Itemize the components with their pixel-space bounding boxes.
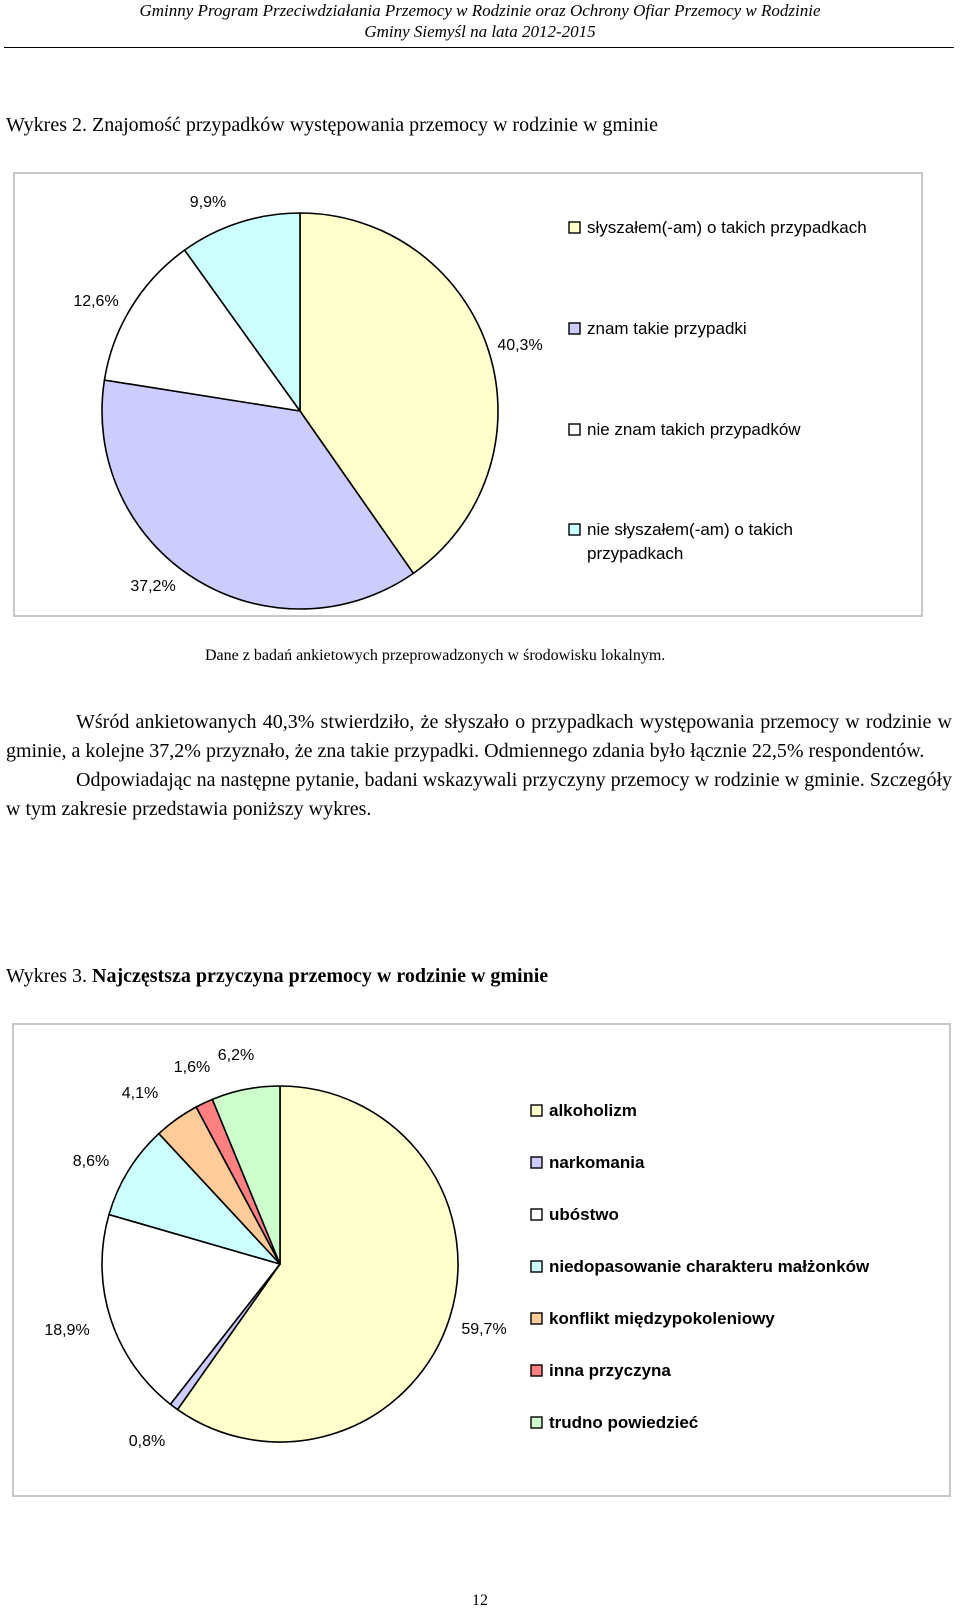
chart2-data-label-7: 6,2% xyxy=(217,1047,255,1064)
chart1-data-label-3: 12,6% xyxy=(73,293,119,310)
chart1-legend-swatch-4 xyxy=(569,524,580,535)
chart2-legend-swatch-5 xyxy=(531,1313,542,1324)
chart2-data-label-4: 8,6% xyxy=(72,1153,110,1170)
chart1-legend-swatch-2 xyxy=(569,323,580,334)
header-line-2: Gminy Siemyśl na lata 2012-2015 xyxy=(364,22,596,41)
chart1-legend-label-4: nie słyszałem(-am) o takich xyxy=(587,520,793,539)
chart2-legend-label-4: niedopasowanie charakteru małżonków xyxy=(549,1257,870,1276)
header-text xyxy=(0,0,960,42)
header-line-1: Gminny Program Przeciwdziałania Przemocy w Rodzinie oraz Ochrony Ofiar Przemocy w Rodzinie xyxy=(139,1,821,20)
chart1-data-label-1: 40,3% xyxy=(497,337,543,354)
chart1-data-label-2: 37,2% xyxy=(130,578,176,595)
chart2-legend-label-7: trudno powiedzieć xyxy=(549,1413,699,1432)
body-text xyxy=(6,708,952,824)
paragraph-2: Odpowiadając na następne pytanie, badani wskazywali przyczyny przemocy w rodzinie w gminie. Szczegóły w tym zakresie przedstawia poniższy wykres. xyxy=(6,769,952,820)
chart2-legend-label-6: inna przyczyna xyxy=(549,1361,671,1380)
chart1-legend-swatch-1 xyxy=(569,222,580,233)
chart2-legend-swatch-2 xyxy=(531,1157,542,1168)
chart2-pie-chart xyxy=(14,1025,949,1495)
chart1-legend-label-3: nie znam takich przypadków xyxy=(587,420,801,439)
paragraph-1: Wśród ankietowanych 40,3% stwierdziło, że słyszało o przypadkach występowania przemocy w rodzinie w gminie, a kolejne 37,2% przyznało, że zna takie przypadki. Odmiennego zdania było łącznie 22,5% respondentów. xyxy=(6,711,952,762)
chart2-legend-label-3: ubóstwo xyxy=(549,1205,619,1224)
chart2-legend-swatch-7 xyxy=(531,1417,542,1428)
chart1-legend-label-1: słyszałem(-am) o takich przypadkach xyxy=(587,218,867,237)
chart2-data-label-5: 4,1% xyxy=(121,1085,159,1102)
chart2-caption xyxy=(6,965,548,988)
chart2-legend-swatch-6 xyxy=(531,1365,542,1376)
chart2-data-label-1: 59,7% xyxy=(461,1321,507,1338)
page-number: 12 xyxy=(472,1592,488,1609)
chart2-data-label-6: 1,6% xyxy=(173,1059,211,1076)
chart2-caption-title: Najczęstsza przyczyna przemocy w rodzinie w gminie xyxy=(92,965,549,987)
chart2-legend-swatch-3 xyxy=(531,1209,542,1220)
chart1-data-label-4: 9,9% xyxy=(189,194,227,211)
chart2-legend-swatch-4 xyxy=(531,1261,542,1272)
chart2-legend-swatch-1 xyxy=(531,1105,542,1116)
chart2-data-label-3: 18,9% xyxy=(44,1322,90,1339)
chart2-legend-label-1: alkoholizm xyxy=(549,1101,637,1120)
chart1-legend-swatch-3 xyxy=(569,424,580,435)
header-divider xyxy=(4,47,954,48)
chart1-pie-chart xyxy=(15,174,921,615)
chart1-legend-label-2: znam takie przypadki xyxy=(587,319,747,338)
chart2-data-label-2: 0,8% xyxy=(128,1433,166,1450)
chart2-caption-prefix: Wykres 3. xyxy=(6,965,87,987)
chart1-caption: Wykres 2. Znajomość przypadków występowania przemocy w rodzinie w gminie xyxy=(6,114,658,136)
chart1-legend-label-4-line-2: przypadkach xyxy=(587,544,684,563)
chart2-legend-label-2: narkomania xyxy=(549,1153,645,1172)
chart2-frame xyxy=(12,1023,951,1497)
chart1-source-note: Dane z badań ankietowych przeprowadzonych w środowisku lokalnym. xyxy=(205,647,666,664)
chart2-legend-label-5: konflikt międzypokoleniowy xyxy=(549,1309,775,1328)
chart1-frame xyxy=(13,172,923,617)
